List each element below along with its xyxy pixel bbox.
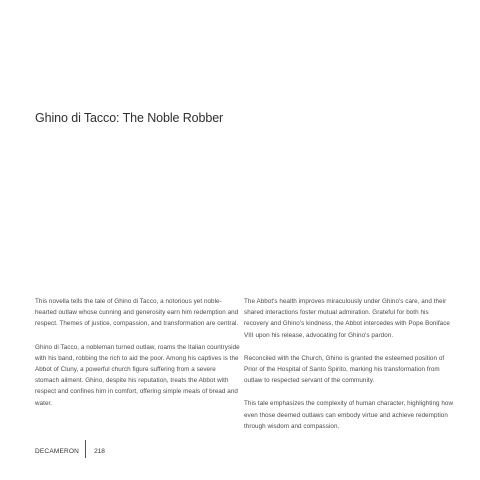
left-text-column [35, 296, 241, 421]
footer-divider [85, 440, 86, 458]
page-title: Ghino di Tacco: The Noble Robber [35, 111, 224, 125]
page-footer [35, 442, 105, 460]
recovery-paragraph: The Abbot's health improves miraculously under Ghino's care, and their shared interactions foster mutual admiration. Grateful for both his recovery and Ghino's kindness, the Abbot intercedes with Pope Boniface VIII upon his release, advocating for Ghino's pardon. [244, 298, 450, 339]
intro-paragraph: This novella tells the tale of Ghino di Tacco, a notorious yet noble-hearted outlaw whose cunning and generosity earn him redemption and respect. Themes of justice, compassion, and transformation are central. [35, 298, 239, 328]
conclusion-paragraph: This tale emphasizes the complexity of human character, highlighting how even those deemed outlaws can embody virtue and achieve redemption through wisdom and compassion. [244, 400, 454, 430]
running-title: DECAMERON [35, 447, 80, 455]
reconciliation-paragraph: Reconciled with the Church, Ghino is granted the esteemed position of Prior of the Hospital of Santo Spirito, marking his transformation from outlaw to respected servant of the community. [244, 354, 445, 385]
page-number: 218 [94, 447, 105, 455]
story-paragraph: Ghino di Tacco, a nobleman turned outlaw, roams the Italian countryside with his band, robbing the rich to aid the poor. Among his captives is the Abbot of Cluny, a powerful church figure suffering from a severe stomach ailment. Ghino, despite his reputation, treats the Abbot with respect and confines him in comfort, offering simple meals of bread and water. [35, 343, 240, 407]
right-text-column [244, 296, 454, 444]
